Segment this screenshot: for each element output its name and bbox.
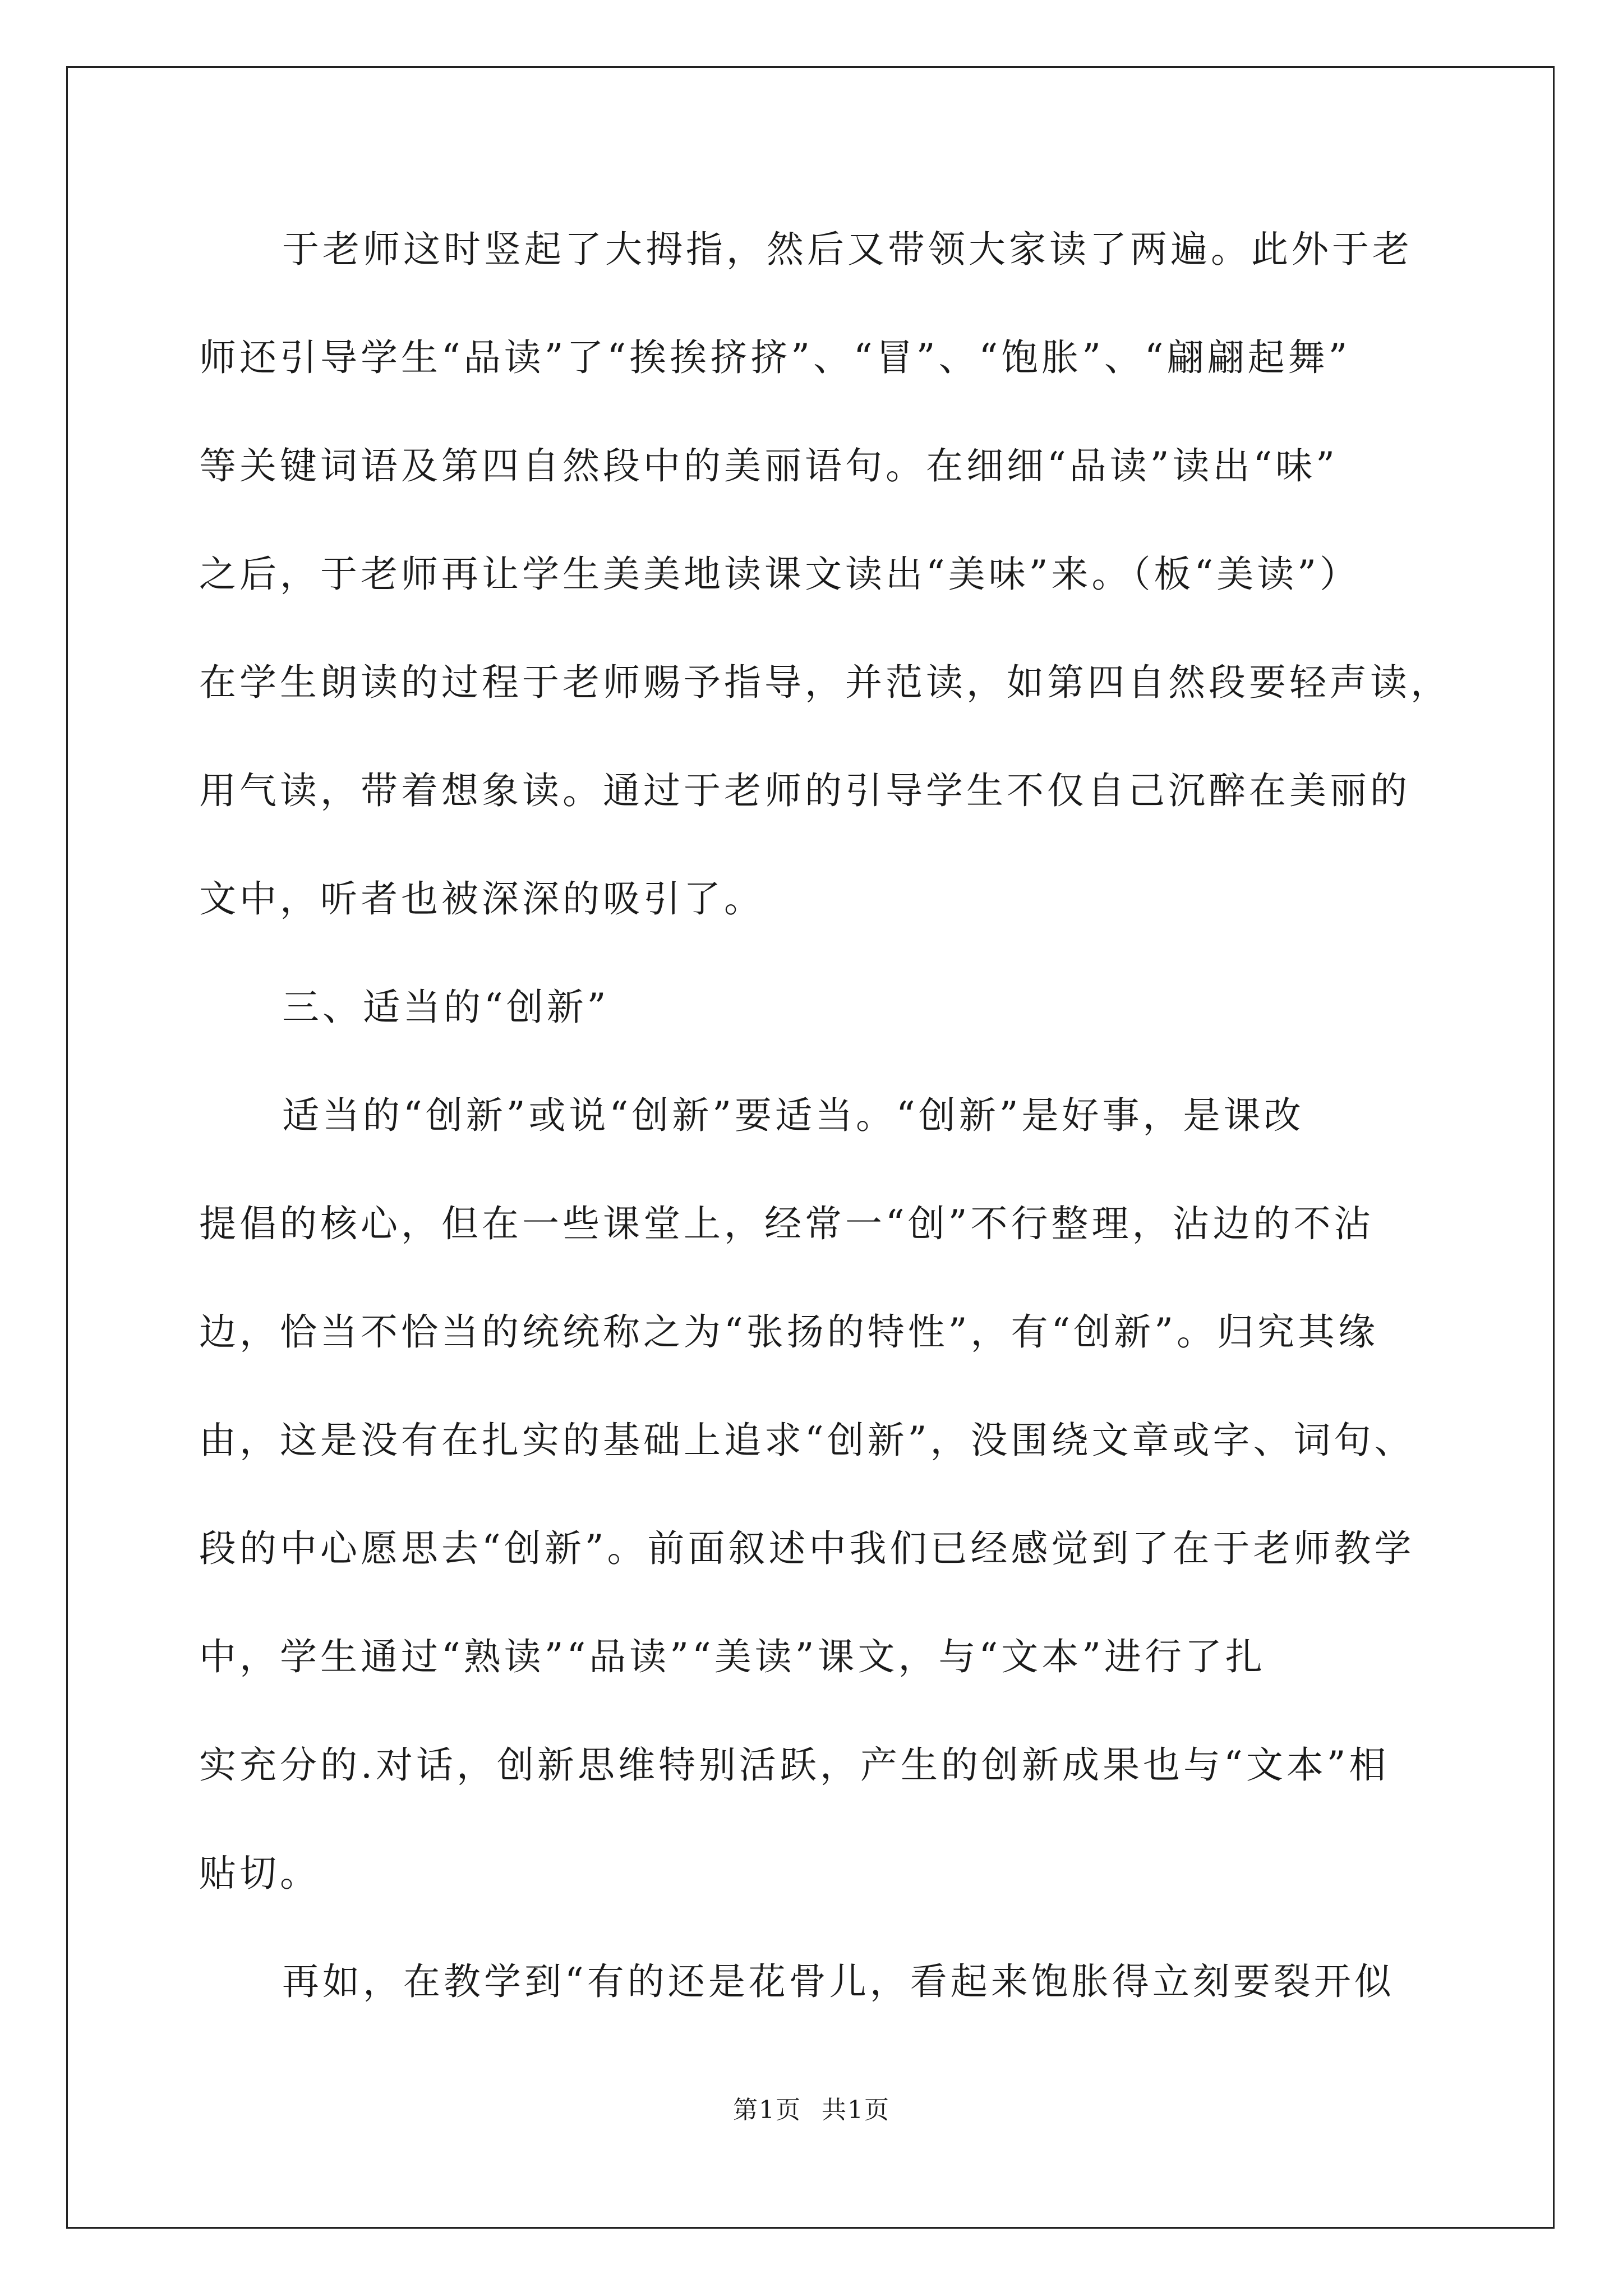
paragraph-line: 中，学生通过“熟读”“品读”“美读”课文，与“文本”进行了扎 (199, 1635, 1266, 1678)
page-footer (0, 2090, 1623, 2125)
section-heading: 三、适当的“创新” (282, 986, 610, 1029)
paragraph-line: 师还引导学生“品读”了“挨挨挤挤”、“冒”、“饱胀”、“翩翩起舞” (199, 336, 1351, 379)
paragraph-line: 实充分的.对话，创新思维特别活跃，产生的创新成果也与“文本”相 (199, 1743, 1390, 1787)
page-number-current: 第1页 (733, 2096, 801, 2124)
paragraph-line: 之后，于老师再让学生美美地读课文读出“美味”来。（板“美读”） (199, 553, 1360, 596)
document-body (199, 195, 1451, 2036)
page-number-total: 共1页 (822, 2096, 890, 2124)
paragraph-line: 再如，在教学到“有的还是花骨儿，看起来饱胀得立刻要裂开似 (282, 1960, 1395, 2003)
paragraph-line: 提倡的核心，但在一些课堂上，经常一“创”不行整理，沾边的不沾 (199, 1202, 1375, 1245)
paragraph-line: 等关键词语及第四自然段中的美丽语句。在细细“品读”读出“味” (199, 444, 1338, 487)
paragraph-line: 贴切。 (199, 1852, 320, 1895)
paragraph-line: 边，恰当不恰当的统统称之为“张扬的特性”，有“创新”。归究其缘 (199, 1310, 1378, 1354)
paragraph-line: 用气读，带着想象读。通过于老师的引导学生不仅自己沉醉在美丽的 (199, 769, 1410, 812)
paragraph-line: 在学生朗读的过程于老师赐予指导，并范读，如第四自然段要轻声读， (199, 661, 1451, 704)
paragraph-line: 段的中心愿思去“创新”。前面叙述中我们已经感觉到了在于老师教学 (199, 1527, 1415, 1570)
paragraph-line: 适当的“创新”或说“创新”要适当。“创新”是好事，是课改 (282, 1094, 1304, 1137)
paragraph-line: 由，这是没有在扎实的基础上追求“创新”，没围绕文章或字、词句、 (199, 1419, 1415, 1462)
paragraph-line: 于老师这时竖起了大拇指，然后又带领大家读了两遍。此外于老 (282, 228, 1413, 271)
paragraph-line: 文中，听者也被深深的吸引了。 (199, 877, 764, 921)
